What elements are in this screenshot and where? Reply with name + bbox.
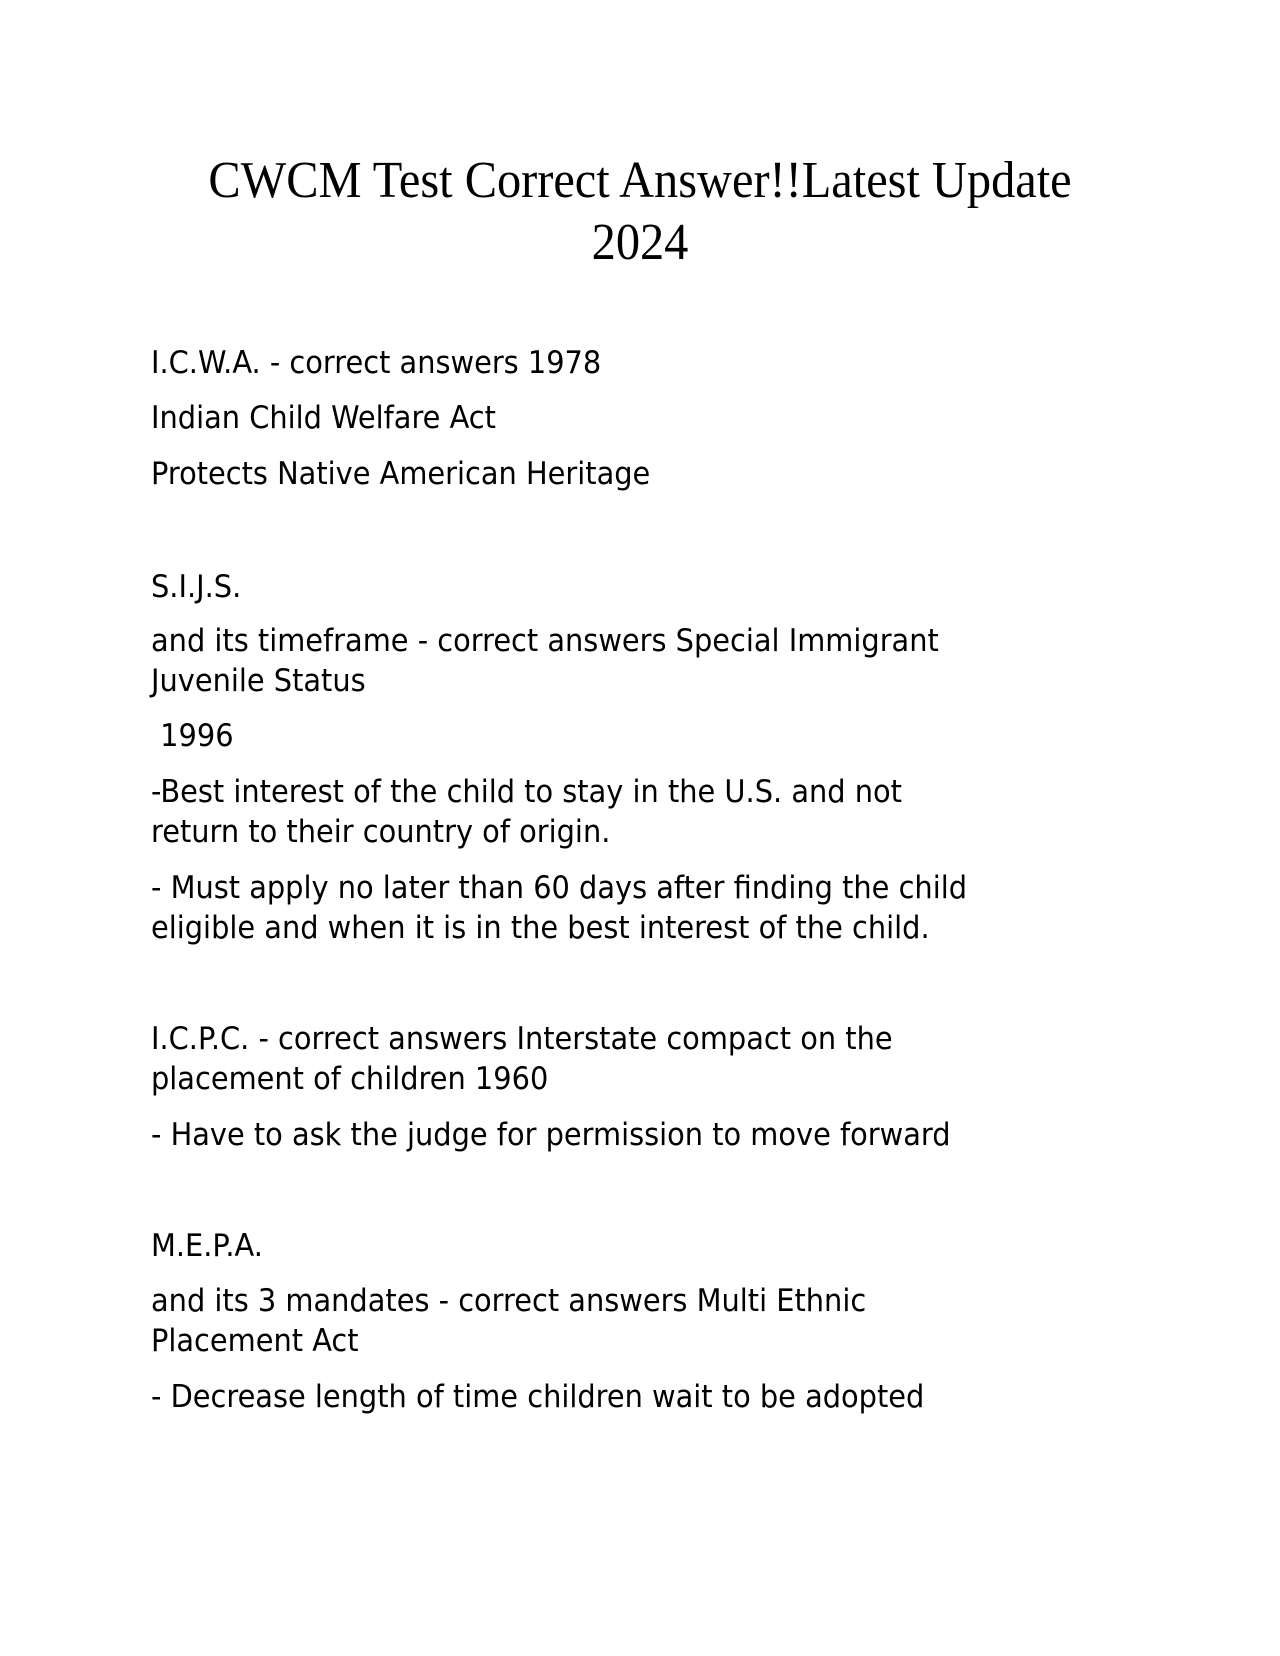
sijs-line: and its timeframe - correct answers Special Immigrant — [151, 623, 939, 659]
sijs-line: - Must apply no later than 60 days after finding the child — [151, 870, 968, 906]
icwa-line: Indian Child Welfare Act — [151, 400, 496, 436]
icwa-line: Protects Native American Heritage — [151, 456, 651, 492]
title-line-1: CWCM Test Correct Answer!!Latest Update — [208, 152, 1072, 209]
icpc-line: - Have to ask the judge for permission to move forward — [151, 1117, 951, 1153]
icwa-heading: I.C.W.A. - correct answers 1978 — [151, 345, 602, 381]
sijs-year: 1996 — [151, 718, 234, 754]
icpc-line: placement of children 1960 — [151, 1061, 549, 1097]
mepa-heading: M.E.P.A. — [151, 1228, 263, 1264]
sijs-line: Juvenile Status — [151, 663, 366, 699]
title-line-2: 2024 — [591, 214, 689, 271]
sijs-heading: S.I.J.S. — [151, 569, 242, 605]
document-title — [175, 150, 1105, 274]
mepa-line: and its 3 mandates - correct answers Multi Ethnic — [151, 1283, 867, 1319]
sijs-line: eligible and when it is in the best interest of the child. — [151, 910, 930, 946]
mepa-line: - Decrease length of time children wait to be adopted — [151, 1379, 925, 1415]
icpc-heading: I.C.P.C. - correct answers Interstate compact on the — [151, 1021, 893, 1057]
sijs-line: -Best interest of the child to stay in the U.S. and not — [151, 774, 902, 810]
sijs-line: return to their country of origin. — [151, 814, 611, 850]
mepa-line: Placement Act — [151, 1323, 359, 1359]
